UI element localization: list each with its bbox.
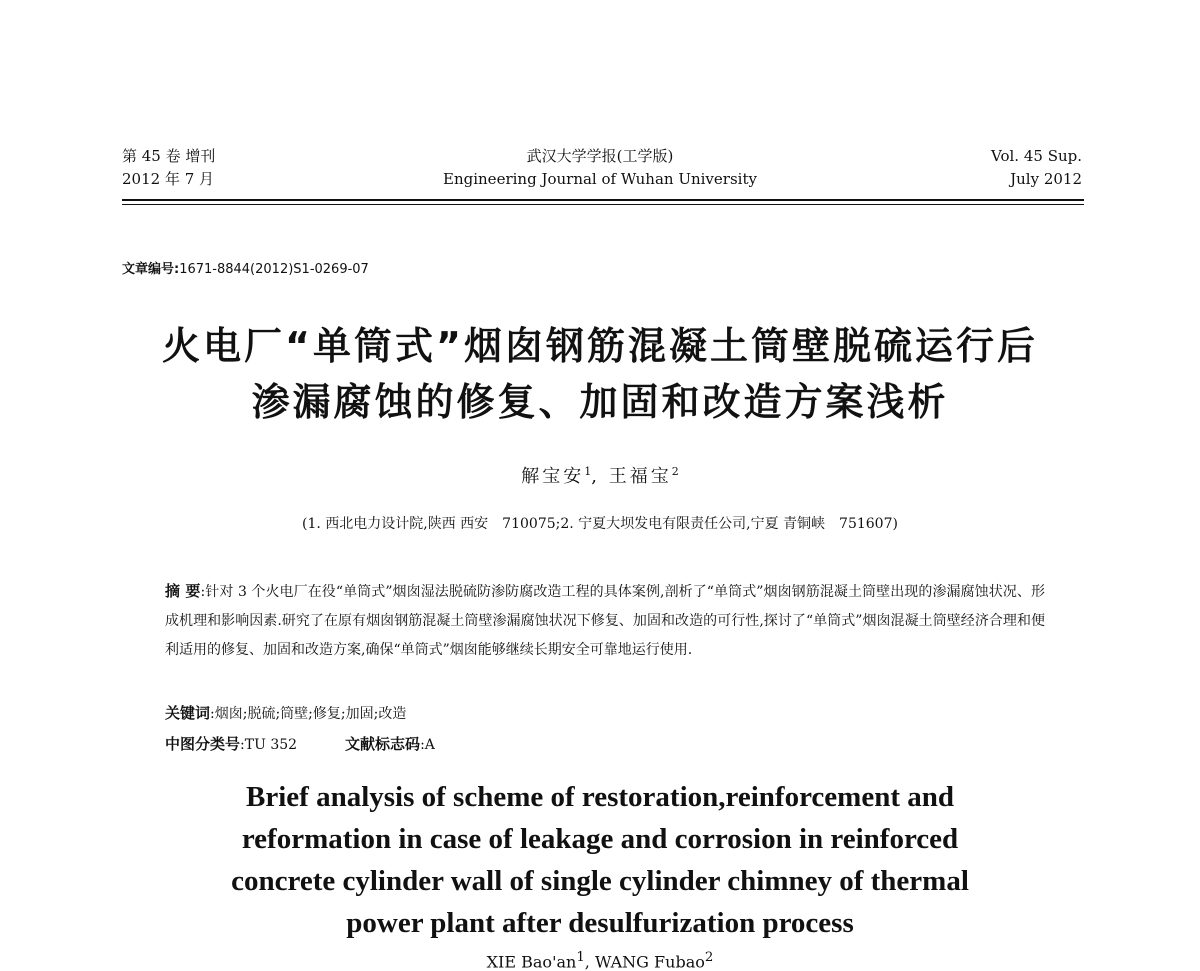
- abstract-text: 针对 3 个火电厂在役“单筒式”烟囱湿法脱硫防渗防腐改造工程的具体案例,剖析了“单筒式”烟囱钢筋混凝土筒壁出现的渗漏腐蚀状况、形成机理和影响因素.研究了在原有烟囱钢筋混凝土筒壁渗漏腐蚀状况下修复、加固和改造的可行性,探讨了“单筒式”烟囱混凝土筒壁经济合理和便利适用的修复、加固和改造方案,确保“单筒式”烟囱能够继续长期安全可靠地运行使用.: [165, 584, 1045, 658]
- keywords-text: 烟囱;脱硫;筒壁;修复;加固;改造: [214, 706, 407, 722]
- title-cn-line2: 渗漏腐蚀的修复、加固和改造方案浅析: [251, 380, 949, 424]
- title-en-line3: concrete cylinder wall of single cylinder chimney of thermal: [231, 865, 969, 897]
- authors-cn: [0, 462, 1200, 488]
- header-rule-thick: [122, 199, 1084, 201]
- author-en-1: XIE Bao'an: [486, 952, 577, 971]
- header-date: 2012 年 7 月: [122, 170, 215, 188]
- doc-code-label: 文献标志码: [345, 735, 421, 753]
- classification: [165, 733, 435, 754]
- title-cn-line1: 火电厂“单筒式”烟囱钢筋混凝土筒壁脱硫运行后: [162, 324, 1038, 368]
- header-journal-cn: 武汉大学学报(工学版): [526, 147, 674, 165]
- abstract-label: 摘 要: [165, 582, 201, 600]
- clc-label: 中图分类号: [165, 735, 241, 753]
- keywords: [165, 702, 406, 723]
- doc-code-value: A: [424, 737, 435, 753]
- doc-code-colon: :: [420, 737, 425, 753]
- author-1-sup: 1: [584, 465, 592, 478]
- author-en-sep: ,: [584, 952, 595, 971]
- article-number-label: 文章编号:: [122, 262, 180, 277]
- title-en: [0, 776, 1200, 944]
- author-2-sup: 2: [671, 465, 679, 478]
- clc-colon: :: [240, 737, 245, 753]
- article-number-value: 1671-8844(2012)S1-0269-07: [179, 262, 369, 277]
- header-rule-thin: [122, 204, 1084, 205]
- clc-value: TU 352: [244, 737, 298, 753]
- author-1: 解宝安: [521, 466, 585, 487]
- header-vol-en-line: Vol. 45 Sup.: [991, 147, 1082, 165]
- title-en-line1: Brief analysis of scheme of restoration,reinforcement and: [246, 781, 954, 813]
- title-en-line2: reformation in case of leakage and corrosion in reinforced: [241, 823, 959, 855]
- affiliation: (1. 西北电力设计院,陕西 西安 710075;2. 宁夏大坝发电有限责任公司,宁夏 青铜峡 751607): [302, 516, 898, 532]
- keywords-label: 关键词: [165, 704, 211, 722]
- author-sep: ,: [591, 466, 609, 487]
- keywords-colon: :: [210, 706, 215, 722]
- header-journal-en: Engineering Journal of Wuhan University: [443, 170, 757, 188]
- author-en-1-sup: 1: [576, 950, 585, 965]
- header-date-en: July 2012: [1010, 170, 1082, 188]
- header-vol-en: [991, 145, 1082, 191]
- article-number: [122, 258, 369, 277]
- author-2: 王福宝: [608, 466, 672, 487]
- author-en-2-sup: 2: [704, 950, 714, 965]
- title-en-line4: power plant after desulfurization process: [346, 907, 854, 939]
- header-volume-issue: 第 45 卷 增刊: [122, 147, 216, 165]
- abstract-colon: :: [200, 584, 206, 600]
- abstract: [165, 577, 1045, 665]
- author-en-2: WANG Fubao: [594, 952, 705, 971]
